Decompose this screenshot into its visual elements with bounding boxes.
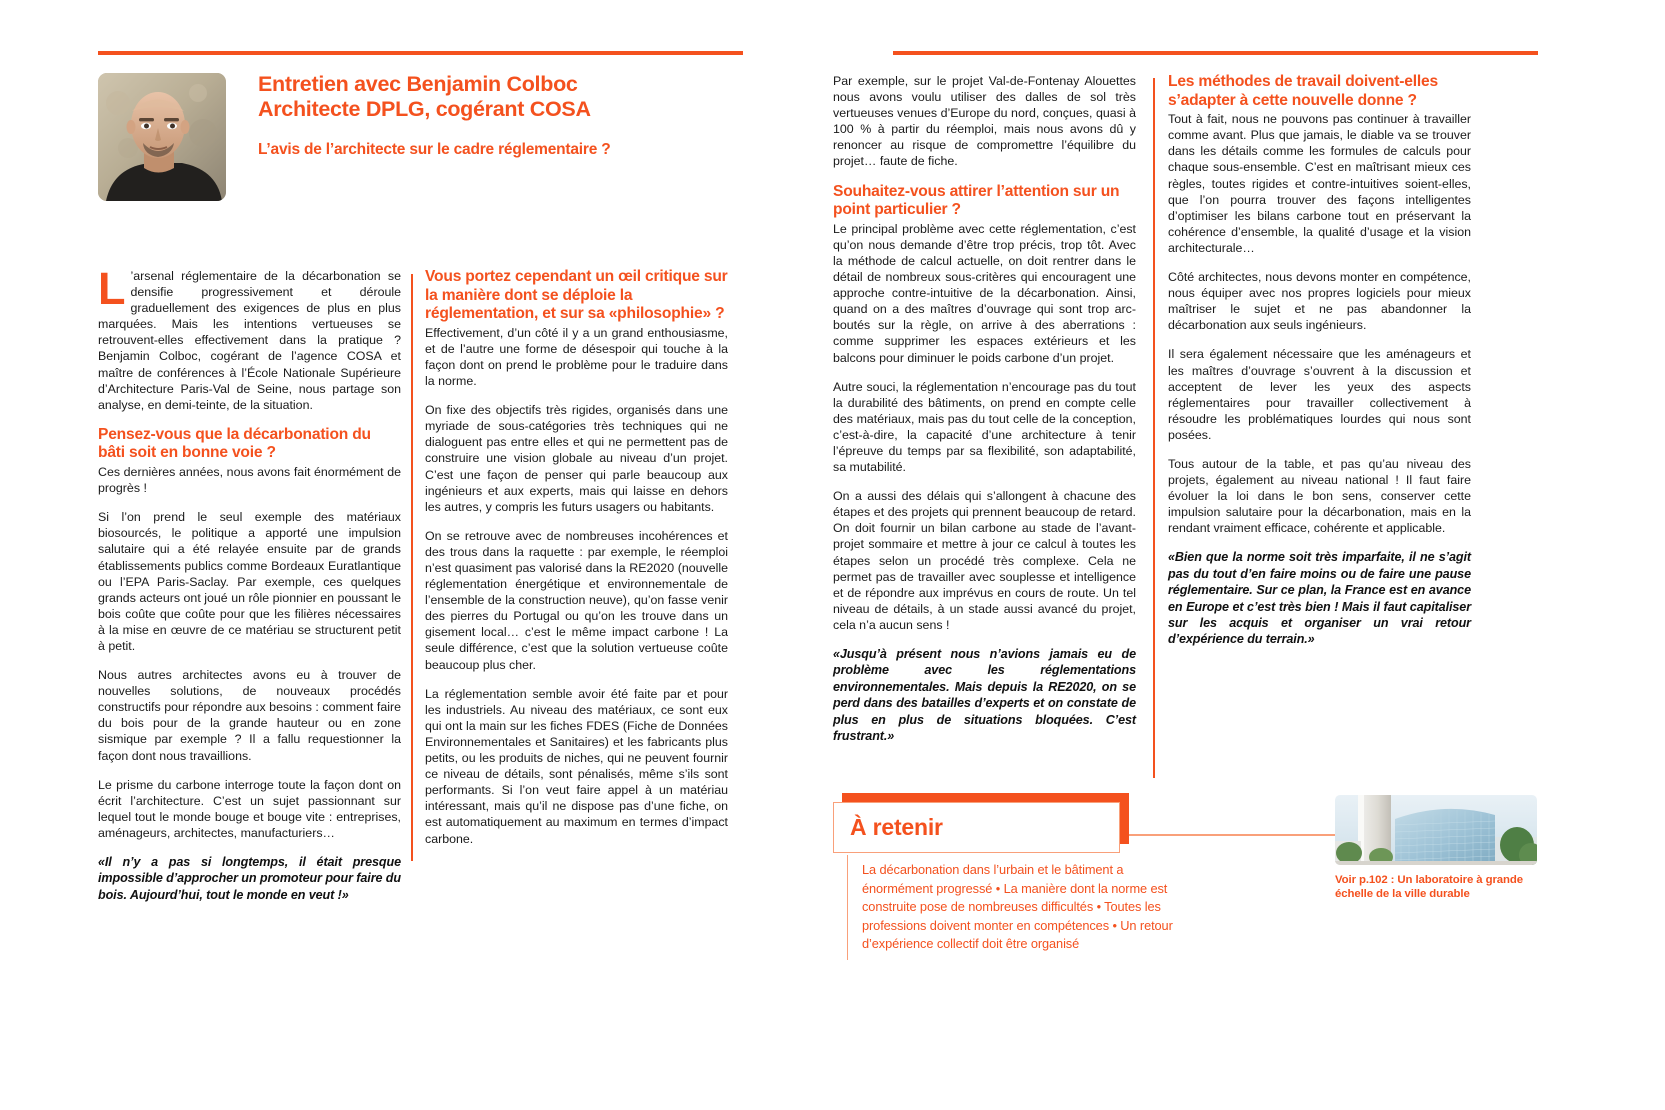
photo-caption: Voir p.102 : Un laboratoire à grande échelle de la ville durable (1335, 874, 1523, 900)
answer-1-paragraph-4: Le prisme du carbone interroge toute la façon dont on écrit l’architecture. C’est un sujet passionnant sur lequel tout le monde bouge et bouge vite : entreprises, aménageurs, architectes, manufacturiers… (98, 777, 401, 840)
drop-cap: L (98, 263, 126, 314)
page-title (258, 72, 748, 122)
top-rule-left-page (98, 51, 743, 55)
pull-quote-4: «Bien que la norme soit très imparfaite, il ne s’agit pas du tout d’en faire moins ou de faire une pause réglementaire. Sur ce plan, la France est en avance en Europe et c’est très bien ! Mais il faut capitaliser sur les acquis et organiser un vrai retour d’expérience du terrain.» (1168, 550, 1471, 647)
key-takeaways-rule (1129, 834, 1357, 836)
top-rule-right-page (893, 51, 1538, 55)
pull-quote-3: «Jusqu’à présent nous n’avions jamais eu de problème avec les réglementations environnementales. Mais depuis la RE2020, on se perd dans des batailles d’experts et on constate de plus en plus de situations bloquées. C’est frustrant.» (833, 647, 1136, 744)
article-masthead (258, 72, 748, 159)
key-takeaways-label: À retenir (850, 814, 943, 840)
question-heading-1: Pensez-vous que la décarbonation du bâti soit en bonne voie ? (98, 425, 371, 462)
answer-4-paragraph-2: Côté architectes, nous devons monter en compétence, nous équiper avec nos propres logiciels pour mieux maîtriser le sujet et ne pas abandonner la décarbonation aux seuls ingénieurs. (1168, 270, 1471, 333)
column-2 (425, 268, 728, 860)
column-3 (833, 73, 1136, 757)
answer-2-paragraph-4: La réglementation semble avoir été faite par et pour les industriels. Au niveau des matériaux, ce sont eux qui ont la main sur les fiches FDES (Fiche de Données Environnementales et Sanitaires) et les fabricants plus petits, ou les produits de niches, qui ne peuvent fournir ce niveau de détails, sont pénalisés, même s’ils sont performants. Si l’on veut faire appel à un matériau intéressant, mais qu’il ne dispose pas d’une fiche, on est automatiquement au maximum en termes d’impact carbone. (425, 686, 728, 846)
answer-1-paragraph-3: Nous autres architectes avons eu à trouver de nouvelles solutions, de nouveaux procédés constructifs pour répondre aux besoins : comment faire du bois pour de la grande hauteur ou en zone sismique par exemple ? Il a fallu requestionner la façon dont nous travaillions. (98, 668, 401, 763)
answer-1-paragraph-1: Ces dernières années, nous avons fait énormément de progrès ! (98, 465, 401, 496)
answer-3-paragraph-3: On a aussi des délais qui s’allongent à chacune des étapes et des projets qui prennent beaucoup de retard. On doit fournir un bilan carbone au stade de l’avant-projet sommaire et mettre à jour ce calcul à toutes les étapes selon un procédé très complexe. Cela ne permet pas de travailler avec souplesse et intelligence et de répondre aux imprévus en cours de route. Un tel niveau de détails, à un stade aussi avancé du projet, cela n’a aucun sens ! (833, 489, 1136, 632)
answer-1-paragraph-2: Si l’on prend le seul exemple des matériaux biosourcés, le politique a apporté une impulsion salutaire qui a été relayée ensuite par de grands établissements publics comme Bordeaux Euratlantique ou l’EPA Paris-Saclay. Par exemple, ces quelques grands acteurs ont joué un rôle pionnier en poussant le bois coûte que coûte pour que les filières nécessaires à la mise en œuvre de ce matériau se structurent petit à petit. (98, 510, 401, 653)
answer-4-paragraph-1: Tout à fait, nous ne pouvons pas continuer à travailler comme avant. Plus que jamais, le diable va se trouver dans les détails comme les formules de calculs pour chaque sous-ensemble. C’est en maîtrisant mieux ces règles, toutes rigides et contre-intuitives soient-elles, que l’on pourra trouver des façons intelligentes d’optimiser les bilans carbone tout en préservant la cohérence d’ensemble, la qualité d’usage et la vision architecturale… (1168, 112, 1471, 255)
question-heading-2: Vous portez cependant un œil critique sur la manière dont se déploie la réglementation, et sur sa «philosophie» ? (425, 268, 728, 323)
answer-2-paragraph-5: Par exemple, sur le projet Val-de-Fontenay Alouettes nous avons voulu utiliser des dalles de sol très vertueuses venues d’Europe du nord, conçues, quasi à 100 % à partir du réemploi, mais nous avons dû y renoncer au risque de compromettre l’équilibre du projet… faute de fiche. (833, 74, 1136, 169)
column-divider-2 (411, 274, 413, 861)
key-takeaways-body: La décarbonation dans l’urbain et le bâtiment a énormément progressé • La manière dont la norme est construite pose de nombreuses difficultés • Toutes les professions doivent monter en compétences • Un retour d’expérience collectif doit être organisé (847, 855, 1173, 960)
column-divider-4 (1153, 78, 1155, 778)
key-takeaways-header (833, 802, 1120, 853)
pull-quote-1: «Il n’y a pas si longtemps, il était presque impossible d’approcher un promoteur pour faire du bois. Aujourd’hui, tout le monde en veut !» (98, 855, 401, 902)
answer-3-paragraph-2: Autre souci, la réglementation n’encourage pas du tout la durabilité des bâtiments, on prend en compte celle des matériaux, mais pas du tout celle de la conception, c’est-à-dire, la capacité d’une architecture à tenir l’épreuve du temps par sa flexibilité, son adaptabilité, sa mutabilité. (833, 379, 1136, 475)
portrait-photo (98, 73, 226, 201)
answer-2-paragraph-2: On fixe des objectifs très rigides, organisés dans une myriade de sous-catégories très techniques qui ne dialoguent pas entre elles et qui ne permettent pas de construire une vision globale au niveau d’un projet. C’est une façon de penser qui parle beaucoup aux ingénieurs et aux experts, mais qui laisse en dehors les autres, y compris les futurs usagers ou habitants. (425, 403, 728, 514)
intro-paragraph (98, 263, 401, 413)
building-photo (1335, 795, 1537, 865)
answer-4-paragraph-3: Il sera également nécessaire que les aménageurs et les maîtres d’ouvrage s’ouvrent à la discussion et acceptent de lever les yeux des aspects réglementaires pour travailler collectivement à résoudre les problématiques lourdes qui nous sont posées. (1168, 347, 1471, 442)
column-1 (98, 263, 401, 916)
article-subtitle: L’avis de l’architecte sur le cadre réglementaire ? (258, 141, 611, 158)
question-heading-4: Les méthodes de travail doivent-elles s’adapter à cette nouvelle donne ? (1168, 73, 1438, 109)
answer-4-paragraph-4: Tous autour de la table, et pas qu’au niveau des projets, également au niveau national ! Il faut faire évoluer la loi dans le bon sens, conserver cette impulsion salutaire pour la décarbonation, mais en la rendant vraiment efficace, cohérente et applicable. (1168, 456, 1471, 536)
intro-text: ’arsenal réglementaire de la décarbonation se densifie progressivement et déroule graduellement des exigences de plus en plus marquées. Mais les intentions vertueuses se retrouvent-elles effectivement dans la pratique ? Benjamin Colboc, cogérant de l’agence COSA et maître de conférences à l’École Nationale Supérieure d’Architecture Paris-Val de Seine, nous partage son analyse, en demi-teinte, de la situation. (98, 269, 401, 412)
answer-2-paragraph-1: Effectivement, d’un côté il y a un grand enthousiasme, et de l’autre une forme de désespoir qui touche à la façon dont on prend le problème pour le traduire dans la norme. (425, 325, 728, 389)
page-title-line2: Architecte DPLG, cogérant COSA (258, 97, 591, 121)
question-heading-3: Souhaitez-vous attirer l’attention sur un point particulier ? (833, 182, 1120, 219)
answer-2-paragraph-3: On se retrouve avec de nombreuses incohérences et des trous dans la raquette : par exemple, le réemploi n’est quasiment pas valorisé dans la RE2020 (nouvelle réglementation énergétique et environnementale de l’ensemble de la construction neuve), qu’on fasse venir des pierres du Portugal ou qu’on les trouve dans un gisement local… c’est le même impact carbone ! La seule différence, c’est que la solution vertueuse coûte beaucoup plus cher. (425, 528, 728, 672)
column-4 (1168, 73, 1471, 661)
answer-3-paragraph-1: Le principal problème avec cette réglementation, c’est qu’on nous demande d’être trop précis, trop tôt. Avec la méthode de calcul actuelle, on doit rentrer dans le détail de nombreux sous-critères qui encouragent une approche contre-intuitive de la décarbonation. Ainsi, quand on a des maîtres d’ouvrage qui sont trop arc-boutés sur la règle, on arrive à des aberrations : comme supprimer les espaces extérieurs et les balcons pour diminuer le poids carbone d’un projet. (833, 221, 1136, 365)
page-title-line1: Entretien avec Benjamin Colboc (258, 72, 578, 96)
